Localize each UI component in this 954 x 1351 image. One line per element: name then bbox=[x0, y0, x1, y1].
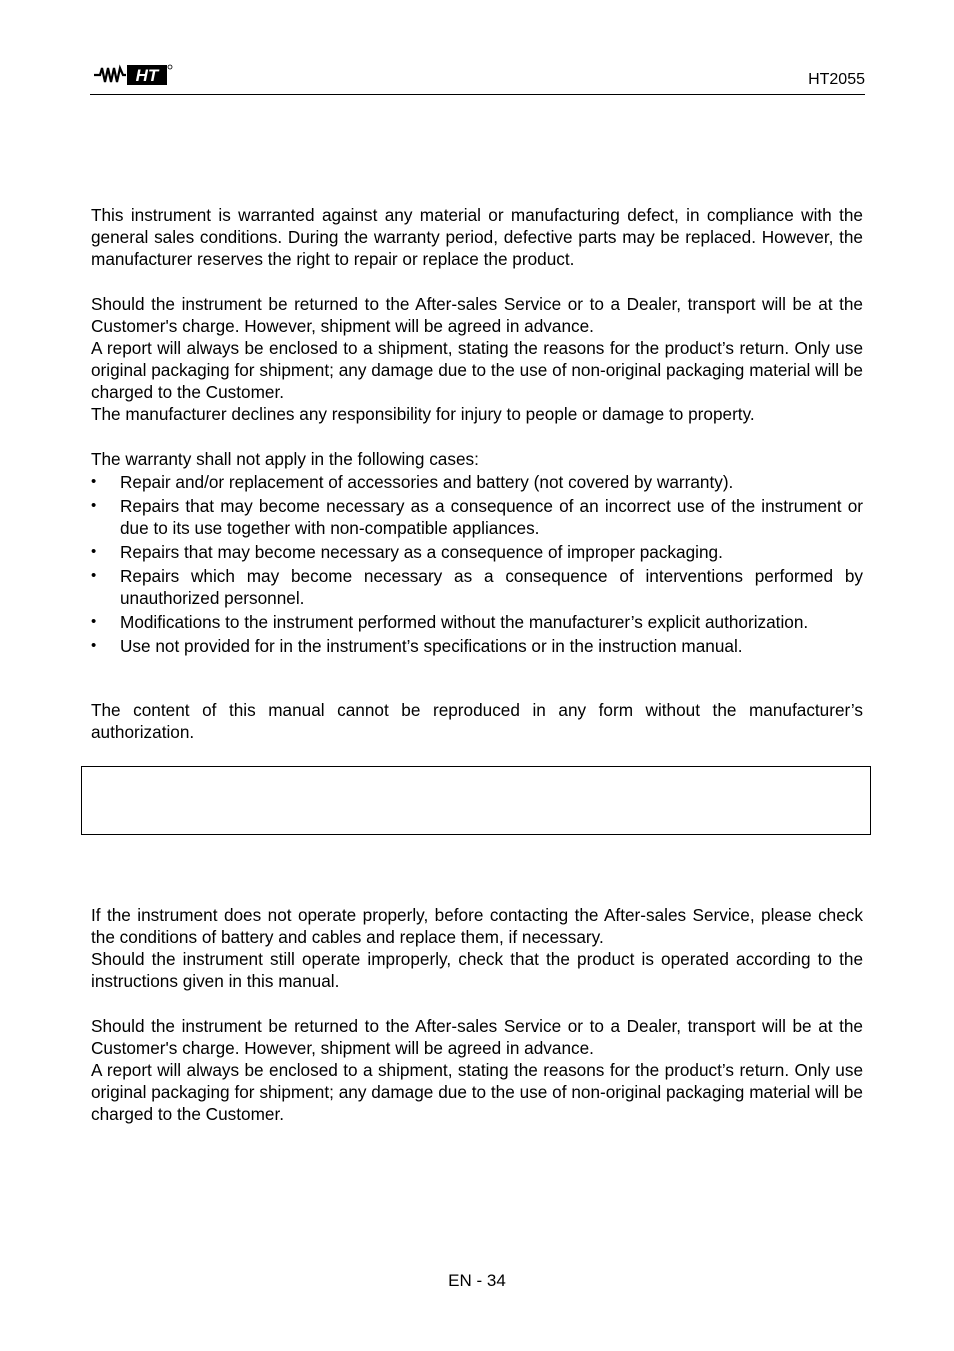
service-paragraph-2 bbox=[91, 1015, 863, 1125]
return-report-text: A report will always be enclosed to a shipment, stating the reasons for the product’s return. Only use original packaging for shipment; any damage due to the use of non-original packaging material will be charged to the Customer. bbox=[91, 338, 863, 402]
list-item: • Repairs which may become necessary as a consequence of interventions performed by unauthorized personnel. bbox=[91, 565, 863, 610]
warranty-text: This instrument is warranted against any material or manufacturing defect, in compliance with the general sales conditions. During the warranty period, defective parts may be replaced. However, the manufacturer reserves the right to repair or replace the product. bbox=[91, 205, 863, 269]
warranty-paragraph-1 bbox=[91, 204, 863, 270]
warranty-paragraph-2 bbox=[91, 293, 863, 425]
logo-lettering: HT bbox=[135, 66, 159, 85]
service-check-text: If the instrument does not operate properly, before contacting the After-sales Service, please check the conditions of battery and cables and replace them, if necessary. bbox=[91, 905, 863, 947]
model-number: HT2055 bbox=[808, 71, 865, 88]
service-instructions-text: Should the instrument still operate improperly, check that the product is operated according to the instructions given in this manual. bbox=[91, 949, 863, 991]
section-heading-box bbox=[81, 766, 871, 835]
return-transport-text: Should the instrument be returned to the After-sales Service or to a Dealer, transport will be at the Customer's charge. However, shipment will be agreed in advance. bbox=[91, 294, 863, 336]
list-item: • Repairs that may become necessary as a consequence of an incorrect use of the instrument or due to its use together with non-compatible appliances. bbox=[91, 495, 863, 540]
warranty-exclusions-list bbox=[91, 471, 863, 659]
copyright-text: The content of this manual cannot be reproduced in any form without the manufacturer’s authorization. bbox=[91, 700, 863, 742]
liability-text: The manufacturer declines any responsibility for injury to people or damage to property. bbox=[91, 404, 755, 424]
page-number: EN - 34 bbox=[448, 1271, 506, 1290]
list-item: • Modifications to the instrument performed without the manufacturer’s explicit authorization. bbox=[91, 611, 863, 634]
page-header bbox=[90, 60, 865, 95]
service-paragraph-1 bbox=[91, 904, 863, 992]
service-transport-text: Should the instrument be returned to the After-sales Service or to a Dealer, transport will be at the Customer's charge. However, shipment will be agreed in advance. bbox=[91, 1016, 863, 1058]
list-item: • Repair and/or replacement of accessories and battery (not covered by warranty). bbox=[91, 471, 863, 494]
copyright-paragraph bbox=[91, 699, 863, 743]
cases-intro-text: The warranty shall not apply in the following cases: bbox=[91, 449, 479, 469]
list-item: • Repairs that may become necessary as a consequence of improper packaging. bbox=[91, 541, 863, 564]
ht-logo bbox=[94, 62, 174, 88]
list-item: • Use not provided for in the instrument’s specifications or in the instruction manual. bbox=[91, 635, 863, 658]
warranty-cases-intro bbox=[91, 448, 863, 470]
service-report-text: A report will always be enclosed to a shipment, stating the reasons for the product’s return. Only use original packaging for shipment; any damage due to the use of non-original packaging material will be charged to the Customer. bbox=[91, 1060, 863, 1124]
